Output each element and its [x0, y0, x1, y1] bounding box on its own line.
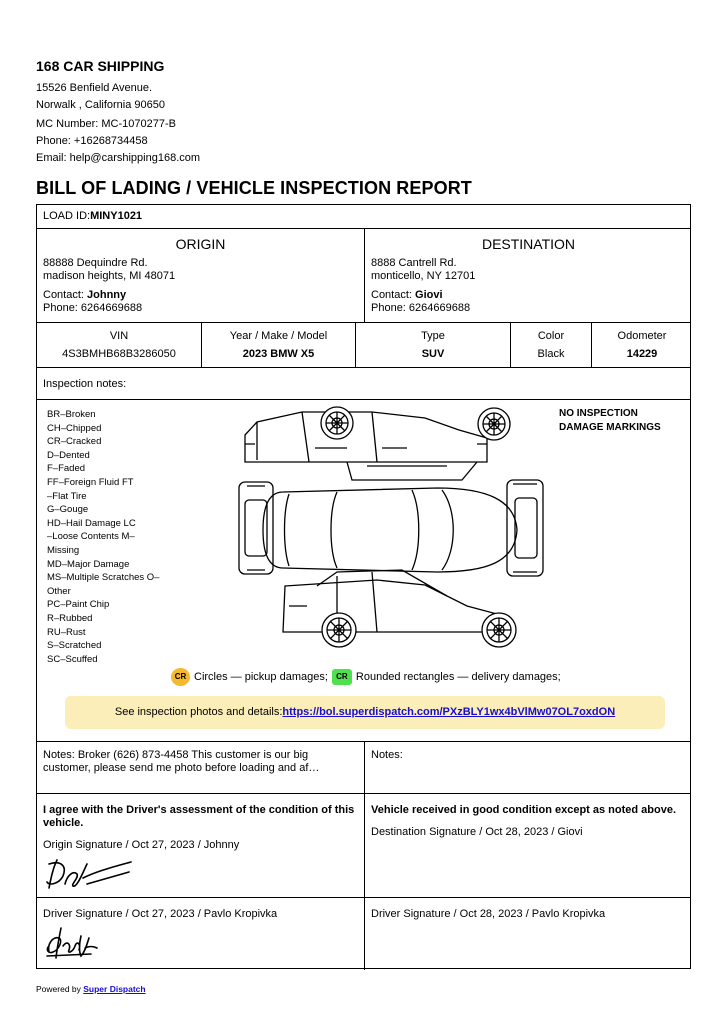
- damage-legend-item: –Loose Contents M–: [47, 531, 135, 543]
- car-side-top-view: [245, 412, 487, 480]
- damage-legend-item: D–Dented: [47, 449, 90, 461]
- damage-legend-item: CH–Chipped: [47, 422, 102, 434]
- odometer-label: Odometer: [617, 330, 667, 342]
- origin-signature-label: Origin Signature / Oct 27, 2023 / Johnny: [43, 839, 240, 851]
- car-rear-view: [507, 480, 543, 576]
- origin-contact-name: Johnny: [87, 289, 127, 301]
- inspection-notes-row: [37, 368, 690, 400]
- origin-phone: Phone: 6264669688: [43, 302, 143, 314]
- company-phone: Phone: +16268734458: [36, 135, 148, 147]
- origin-address1: 88888 Dequindre Rd.: [43, 257, 148, 269]
- type-label: Type: [421, 330, 445, 342]
- driver-signature-row: [37, 898, 690, 970]
- odometer-value: 14229: [626, 348, 658, 360]
- driver-signature-left-cell: [37, 898, 364, 970]
- driver-signature-image: [41, 922, 101, 962]
- destination-contact-label: Contact:: [371, 289, 416, 301]
- destination-heading: DESTINATION: [481, 236, 576, 252]
- wheel-top-left: [321, 407, 353, 439]
- report-table: [36, 204, 691, 969]
- pickup-damage-text: Circles — pickup damages;: [194, 671, 328, 683]
- ymm-value: 2023 BMW X5: [242, 348, 315, 360]
- company-mc-number: MC Number: MC-1070277-B: [36, 118, 176, 130]
- inspection-photos-link[interactable]: https://bol.superdispatch.com/PXzBLY1wx4bVlMw07OL7oxdON: [282, 706, 616, 718]
- origin-address2: madison heights, MI 48071: [43, 270, 176, 282]
- inspection-notes-label: Inspection notes:: [43, 378, 127, 390]
- driver-signature-right-cell: [364, 898, 692, 970]
- company-email: Email: help@carshipping168.com: [36, 152, 201, 164]
- signature-row: [37, 794, 690, 898]
- damage-legend-item: S–Scratched: [47, 640, 102, 652]
- vehicle-diagram: [197, 400, 547, 660]
- notes-row: [37, 742, 690, 794]
- destination-address1: 8888 Cantrell Rd.: [371, 257, 457, 269]
- pickup-damage-badge: CR: [171, 668, 190, 686]
- load-id-label: LOAD ID:: [43, 210, 91, 222]
- load-id-value: MINY1021: [90, 210, 143, 222]
- damage-legend-item: HD–Hail Damage LC: [47, 517, 136, 529]
- vin-cell: [37, 323, 201, 367]
- color-value: Black: [537, 348, 565, 360]
- super-dispatch-link[interactable]: Super Dispatch: [83, 984, 146, 994]
- delivery-damage-badge: CR: [332, 669, 352, 685]
- inspection-diagram-row: [37, 400, 690, 742]
- color-cell: [510, 323, 591, 367]
- origin-signature-cell: [37, 794, 364, 897]
- vin-label: VIN: [109, 330, 129, 342]
- damage-legend-item: G–Gouge: [47, 504, 89, 516]
- destination-agreement: Vehicle received in good condition except as noted above.: [371, 804, 677, 816]
- destination-phone: Phone: 6264669688: [371, 302, 471, 314]
- damage-legend-item: MS–Multiple Scratches O–: [47, 572, 160, 584]
- wheel-top-right: [478, 408, 510, 440]
- destination-address2: monticello, NY 12701: [371, 270, 476, 282]
- footer-text: Powered by: [36, 984, 84, 994]
- inspection-photos-banner: [65, 696, 665, 729]
- destination-contact-name: Giovi: [415, 289, 443, 301]
- destination-cell: [364, 229, 692, 322]
- damage-legend-item: R–Rubbed: [47, 612, 93, 624]
- destination-signature-label: Destination Signature / Oct 28, 2023 / Giovi: [371, 826, 583, 838]
- origin-contact-label: Contact:: [43, 289, 88, 301]
- origin-heading: ORIGIN: [175, 236, 226, 252]
- origin-cell: [37, 229, 364, 322]
- notes-left: Notes: Broker (626) 873-4458 This customer is our big customer, please send me photo before loading and af…: [43, 749, 320, 774]
- footer: [36, 984, 146, 994]
- ymm-label: Year / Make / Model: [229, 330, 328, 342]
- report-title: BILL OF LADING / VEHICLE INSPECTION REPORT: [36, 178, 472, 198]
- inspection-photos-text: See inspection photos and details:: [114, 706, 283, 718]
- damage-legend: [47, 408, 177, 666]
- damage-legend-item: –Flat Tire: [47, 490, 87, 502]
- load-id-row: [37, 205, 690, 229]
- damage-legend-item: MD–Major Damage: [47, 558, 130, 570]
- damage-legend-item: FF–Foreign Fluid FT: [47, 476, 134, 488]
- origin-signature-image: [43, 854, 133, 894]
- damage-legend-item: CR–Cracked: [47, 436, 102, 448]
- no-damage-markings: NO INSPECTION DAMAGE MARKINGS: [559, 408, 661, 433]
- ymm-cell: [201, 323, 355, 367]
- vin-value: 4S3BMHB68B3286050: [62, 348, 176, 360]
- origin-agreement: I agree with the Driver's assessment of the condition of this vehicle.: [43, 804, 355, 829]
- damage-legend-item: SC–Scuffed: [47, 653, 98, 665]
- damage-legend-item: RU–Rust: [47, 626, 86, 638]
- damage-legend-item: BR–Broken: [47, 409, 96, 420]
- car-top-view: [263, 488, 517, 572]
- company-header: [36, 58, 436, 167]
- driver-signature-left-label: Driver Signature / Oct 27, 2023 / Pavlo Kropivka: [43, 908, 278, 920]
- damage-legend-item: Missing: [47, 544, 80, 556]
- type-cell: [355, 323, 510, 367]
- type-value: SUV: [421, 348, 445, 360]
- damage-legend-item: F–Faded: [47, 463, 86, 475]
- damage-key: [171, 668, 561, 686]
- notes-right: Notes:: [371, 749, 403, 761]
- company-name: 168 CAR SHIPPING: [36, 58, 165, 74]
- damage-legend-item: PC–Paint Chip: [47, 599, 110, 611]
- driver-signature-right-label: Driver Signature / Oct 28, 2023 / Pavlo Kropivka: [371, 908, 606, 920]
- wheel-bottom-left: [322, 613, 356, 647]
- car-side-bottom-view: [283, 570, 507, 632]
- odometer-cell: [591, 323, 692, 367]
- damage-legend-item: Other: [47, 585, 71, 597]
- origin-destination-row: [37, 229, 690, 323]
- destination-signature-cell: [364, 794, 692, 897]
- company-address-line2: Norwalk , California 90650: [36, 99, 166, 111]
- color-label: Color: [537, 330, 565, 342]
- delivery-damage-text: Rounded rectangles — delivery damages;: [355, 671, 561, 683]
- car-front-view: [239, 482, 273, 574]
- company-address-line1: 15526 Benfield Avenue.: [36, 82, 153, 94]
- wheel-bottom-right: [482, 613, 516, 647]
- vehicle-row: [37, 323, 690, 368]
